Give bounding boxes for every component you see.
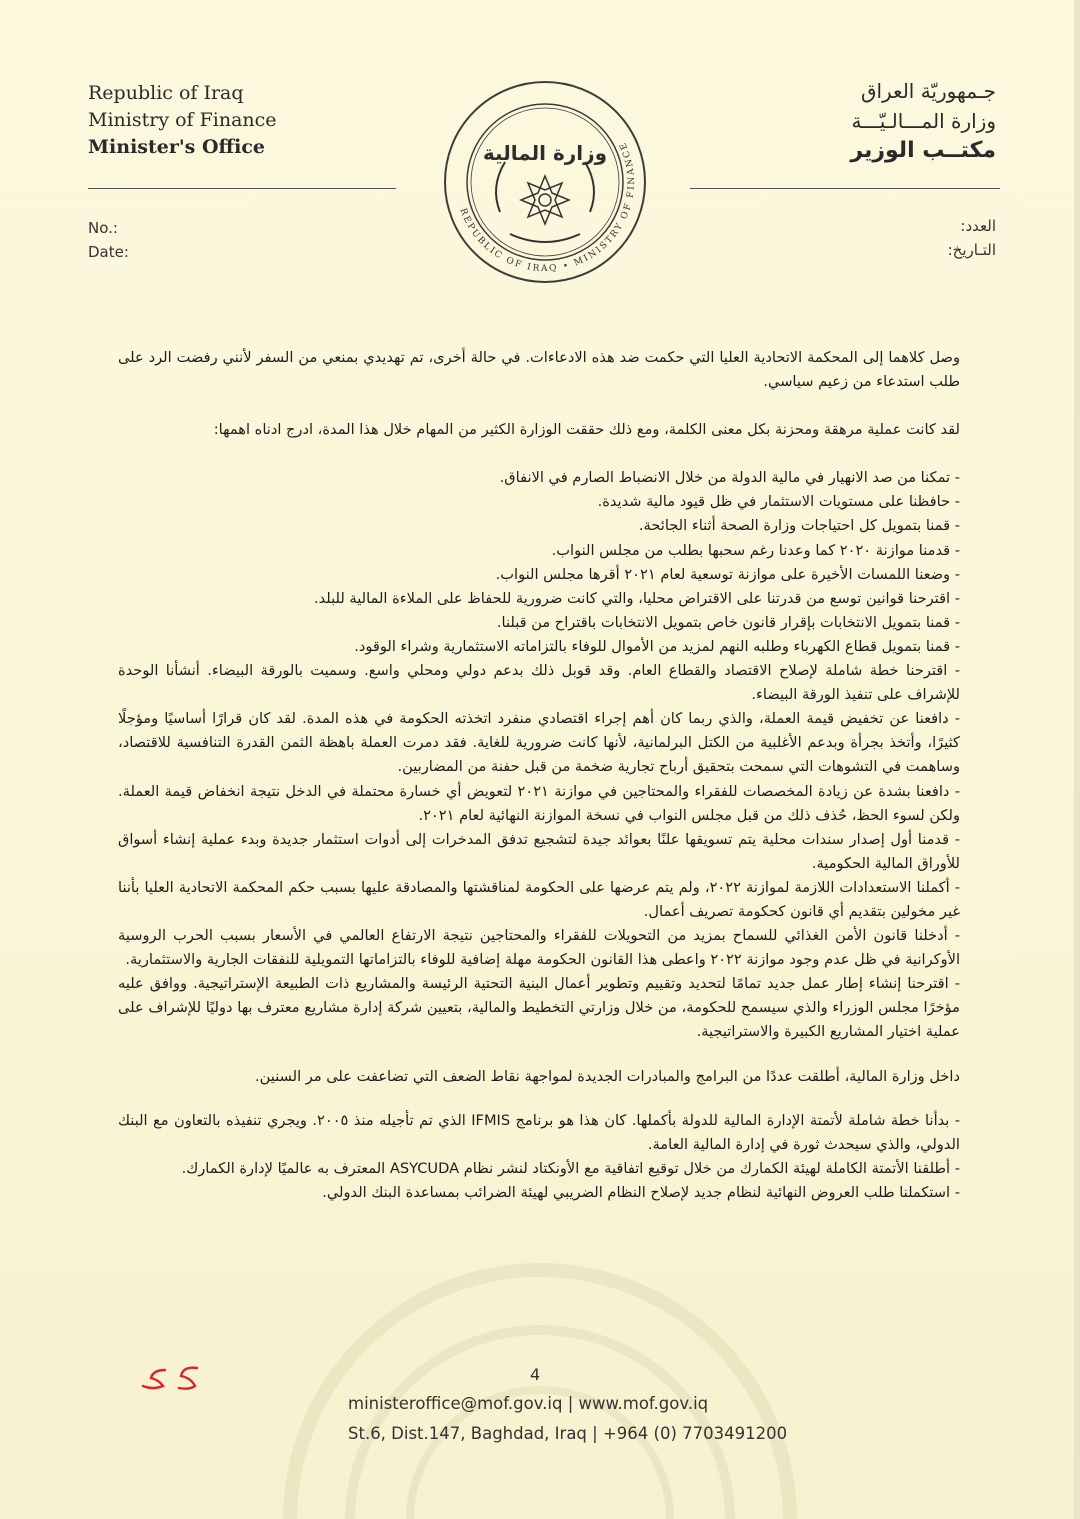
list-item: - اقترحنا إنشاء إطار عمل جديد تمامًا لتحديد وتقييم وتطوير أعمال البنية التحتية الرئيسة والمشاريع ذات الطبيعة الإستراتيجية. ووافق عليه مؤخرًا مجلس الوزراء والذي سيسمح للحكومة، من خلال وزارتي التخطيط والمالية، بتعيين شركة إدارة مشاريع معترف بها دوليًا للإشراف على عملية اختيار المشاريع الكبيرة والاستراتيجية. bbox=[118, 975, 960, 1041]
header-divider-left bbox=[88, 188, 396, 189]
list-item: - بدأنا خطة شاملة لأتمتة الإدارة المالية للدولة بأكملها. كان هذا هو برنامج IFMIS الذي تم تأجيله منذ ٢٠٠٥. ويجري تنفيذه بالتعاون مع البنك الدولي، والذي سيحدث ثورة في إدارة المالية العامة. bbox=[118, 1111, 961, 1153]
svg-text:وزارة المالية: وزارة المالية bbox=[482, 141, 608, 165]
footer-address: St.6, Dist.147, Baghdad, Iraq | +964 (0) 7703491200 bbox=[348, 1424, 788, 1443]
office-name-ar: مكتــب الوزير bbox=[850, 138, 996, 163]
watermark-ornament bbox=[150, 1260, 930, 1519]
country-name-en: Republic of Iraq bbox=[88, 82, 244, 104]
ministry-seal-icon bbox=[440, 72, 650, 292]
ministry-name-ar: وزارة المـــالـيّـــة bbox=[851, 109, 996, 133]
date-label-en: Date: bbox=[88, 243, 129, 261]
reference-fields-ar bbox=[948, 214, 996, 262]
list-item: - وضعنا اللمسات الأخيرة على موازنة توسعية لعام ٢٠٢١ أقرها مجلس النواب. bbox=[495, 565, 960, 583]
footer-contact: ministeroffice@mof.gov.iq | www.mof.gov.iq bbox=[348, 1394, 709, 1413]
list-item: - حافظنا على مستويات الاستثمار في ظل قيود مالية شديدة. bbox=[597, 493, 960, 511]
list-item: - قمنا بتمويل كل احتياجات وزارة الصحة أثناء الجائحة. bbox=[638, 517, 960, 535]
country-name-ar: جـمهوريّة العراق bbox=[860, 79, 996, 103]
header-arabic bbox=[850, 76, 996, 166]
initiatives-list bbox=[118, 1109, 960, 1205]
number-label-en: No.: bbox=[88, 219, 118, 237]
list-item: - قدمنا أول إصدار سندات محلية يتم تسويقها علنًا بعوائد جيدة لتشجيع تدفق المدخرات إلى أدوات استثمار جديدة وبدء عملية إنشاء أسواق للأوراق المالية الحكومية. bbox=[118, 830, 960, 872]
summary-paragraph: لقد كانت عملية مرهقة ومحزنة بكل معنى الكلمة، ومع ذلك حققت الوزارة الكثير من المهام خلال هذا المدة، ادرج ادناه اهمها: bbox=[213, 421, 960, 439]
list-item: - اقترحنا قوانين توسع من قدرتنا على الاقتراض محليا، والتي كانت ضرورية للحفاظ على الملاءة المالية للبلد. bbox=[313, 589, 960, 607]
list-item: - اقترحنا خطة شاملة لإصلاح الاقتصاد والقطاع العام. وقد قوبل ذلك بدعم دولي ومحلي واسع. وسميت بالورقة البيضاء. أنشأنا الوحدة للإشراف على تنفيذ الورقة البيضاء. bbox=[118, 662, 960, 704]
page-number: 4 bbox=[530, 1365, 541, 1384]
office-name-en: Minister's Office bbox=[88, 136, 266, 158]
ministry-initiatives-paragraph: داخل وزارة المالية، أطلقت عددًا من البرامج والمبادرات الجديدة لمواجهة نقاط الضعف التي تضاعفت على مر السنين. bbox=[255, 1067, 960, 1085]
reference-fields-en bbox=[88, 216, 129, 264]
intro-paragraph: وصل كلاهما إلى المحكمة الاتحادية العليا التي حكمت ضد هذه الادعاءات. في حالة أخرى، تم تهديدي بمنعي من السفر لأنني رفضت الرد على طلب استدعاء من زعيم سياسي. bbox=[118, 349, 960, 391]
handwritten-initials bbox=[135, 1362, 207, 1394]
date-label-ar: التـاريخ: bbox=[947, 241, 996, 259]
list-item: - استكملنا طلب العروض النهائية لنظام جديد لإصلاح النظام الضريبي لهيئة الضرائب بمساعدة البنك الدولي. bbox=[322, 1183, 960, 1201]
list-item: - قدمنا موازنة ٢٠٢٠ كما وعدنا رغم سحبها بطلب من مجلس النواب. bbox=[551, 541, 960, 559]
letter-body bbox=[118, 346, 960, 1205]
list-item: - أدخلنا قانون الأمن الغذائي للسماح بمزيد من التحويلات للفقراء والمحتاجين نتيجة الارتفاع العالمي في الأسعار بسبب الحرب الروسية الأوكرانية في ظل عدم وجود موازنة ٢٠٢٢ واعطى هذا القانون الحكومة مهلة إضافية للوفاء بالتزاماتها التمويلية للنفقات الجارية والاستثمارية. bbox=[118, 927, 960, 969]
list-item: - أطلقنا الأتمتة الكاملة لهيئة الكمارك من خلال توقيع اتفاقية مع الأونكتاد لنشر نظام ASYCUDA المعترف به عالميًا لإدارة الكمارك. bbox=[181, 1159, 960, 1177]
list-item: - أكملنا الاستعدادات اللازمة لموازنة ٢٠٢٢، ولم يتم عرضها على الحكومة لمناقشتها والمصادقة عليها بسبب حكم المحكمة الاتحادية العليا بأننا غير مخولين بتقديم أي قانون كحكومة تصريف أعمال. bbox=[118, 878, 960, 920]
achievements-list bbox=[118, 466, 960, 1044]
header-divider-right bbox=[690, 188, 1000, 189]
header-english bbox=[88, 80, 277, 161]
list-item: - قمنا بتمويل قطاع الكهرباء وطلبه النهم لمزيد من الأموال للوفاء بالتزاماته الاستثمارية وشراء الوقود. bbox=[354, 637, 960, 655]
list-item: - قمنا بتمويل الانتخابات بإقرار قانون خاص بتمويل الانتخابات باقتراح من قبلنا. bbox=[496, 613, 960, 631]
list-item: - دافعنا عن تخفيض قيمة العملة، والذي ربما كان أهم إجراء اقتصادي منفرد اتخذته الحكومة في هذه المدة. لقد كان قرارًا أساسيًا ومؤجلًا كثيرًا، وأتخذ بجرأة وبدعم الأغلبية من الكتل البرلمانية، لأنها كانت ضرورية للغاية. فقد دمرت العملة باهظة الثمن القدرة التنافسية للاقتصاد، وساهمت في التشوهات التي سمحت بتحقيق أرباح تجارية ضخمة من قبل حفنة من المضاربين. bbox=[118, 710, 960, 776]
list-item: - دافعنا بشدة عن زيادة المخصصات للفقراء والمحتاجين في موازنة ٢٠٢١ لتعويض أي خسارة محتملة في الدخل نتيجة انخفاض قيمة العملة. ولكن لسوء الحظ، حُذف ذلك من قبل مجلس النواب في نسخة الموازنة النهائية لعام ٢٠٢١. bbox=[118, 782, 960, 824]
svg-text:REPUBLIC OF IRAQ • MINISTRY OF: REPUBLIC OF IRAQ • MINISTRY OF FINANCE bbox=[457, 139, 638, 275]
number-label-ar: العدد: bbox=[960, 217, 996, 235]
list-item: - تمكنا من صد الانهيار في مالية الدولة من خلال الانضباط الصارم في الانفاق. bbox=[499, 469, 960, 487]
ministry-name-en: Ministry of Finance bbox=[88, 109, 277, 131]
